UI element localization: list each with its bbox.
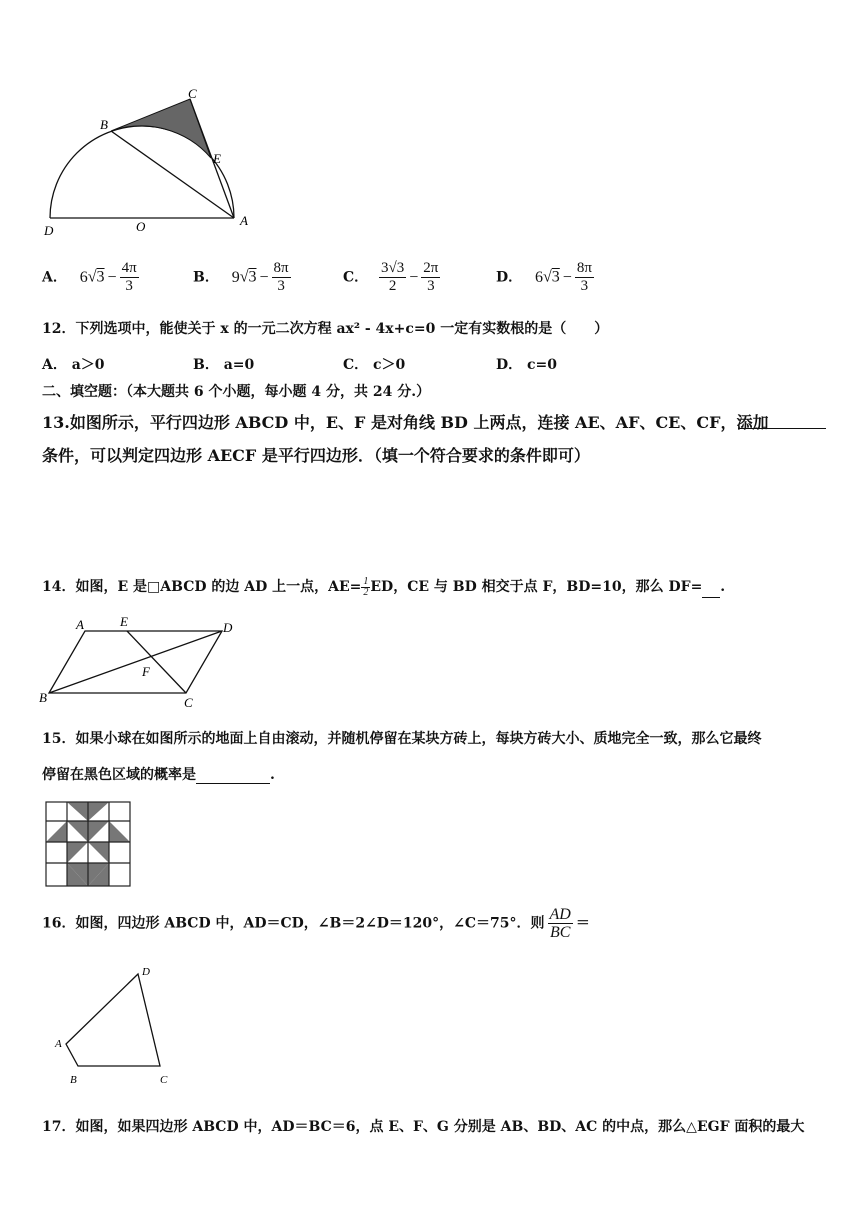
tile-triangle xyxy=(109,821,130,842)
q11-option-d: D． 6√3 − $\frac{8\pi}{3}$ xyxy=(496,260,592,294)
q13-answer-blank xyxy=(738,410,826,429)
section-title: 二、填空题：（本大题共 6 个小题，每小题 4 分，共 24 分.） xyxy=(42,384,431,400)
label-d: D xyxy=(142,966,150,978)
chord-ba xyxy=(111,131,234,218)
shaded-region xyxy=(111,99,211,158)
semicircle-arc xyxy=(50,126,234,218)
tile-triangle xyxy=(46,821,67,842)
q12-option-d: D． c=0 xyxy=(496,357,558,373)
q12-option-b: B． a=0 xyxy=(193,357,255,373)
label-b: B xyxy=(70,1074,77,1086)
label-e: E xyxy=(213,151,221,166)
tile-triangle xyxy=(88,821,109,842)
label-c: C xyxy=(160,1074,168,1086)
q17-stem: 17．如图，如果四边形 ABCD 中，AD＝BC＝6，点 E、F、G 分别是 AB、BD、AC 的中点，那么△EGF 面积的最大 xyxy=(42,1119,805,1135)
tile-triangle xyxy=(88,802,109,821)
q14-stem: 14．如图，E 是□ABCD 的边 AD 上一点，AE= $\frac{1}{2}$ ED，CE 与 BD 相交于点 F，BD=10，那么 DF= . xyxy=(42,575,726,598)
q13-line1: 13.如图所示，平行四边形 ABCD 中，E、F 是对角线 BD 上两点，连接 AE、AF、CE、CF，添加 xyxy=(42,413,769,432)
tile-triangle xyxy=(88,842,109,863)
q14-parallelogram-figure xyxy=(36,612,246,712)
q12-stem: 12．下列选项中，能使关于 x 的一元二次方程 ax² - 4x+c=0 一定有实数根的是（ ） xyxy=(42,321,609,337)
tile-triangle xyxy=(67,802,88,821)
label-o: O xyxy=(136,219,146,234)
q11-semicircle-figure xyxy=(38,85,258,240)
grid-lines xyxy=(46,802,130,886)
q11-option-c: C． $\frac{3√3}{2}$ − $\frac{2\pi}{3}$ xyxy=(343,260,439,294)
q11-option-b: B． 9√3 − $\frac{8\pi}{3}$ xyxy=(193,260,289,294)
label-b: B xyxy=(100,117,108,132)
segment-ca xyxy=(190,99,234,218)
label-f: F xyxy=(142,664,150,679)
q16-stem: 16．如图，四边形 ABCD 中，AD＝CD，∠B＝2∠D＝120°，∠C＝75°．则 $\frac{AD}{BC}$ ＝ xyxy=(42,906,590,941)
label-c: C xyxy=(184,695,193,710)
label-b: B xyxy=(39,690,47,705)
q13-line2: 条件，可以判定四边形 AECF 是平行四边形．（填一个符合要求的条件即可） xyxy=(42,446,590,465)
q11-option-a: A． 6√3 − $\frac{4\pi}{3}$ xyxy=(42,260,137,294)
tile-triangle xyxy=(67,842,88,863)
q12-option-c: C． c＞0 xyxy=(343,357,406,373)
label-d: D xyxy=(223,620,233,635)
label-a: A xyxy=(240,213,248,228)
q16-quadrilateral-figure xyxy=(50,960,190,1090)
label-c: C xyxy=(188,86,197,101)
q15-tile-grid-figure xyxy=(44,800,134,890)
q12-option-a: A． a＞0 xyxy=(42,357,105,373)
label-a: A xyxy=(76,617,84,632)
label-e: E xyxy=(120,614,128,629)
label-a: A xyxy=(55,1038,62,1050)
q15-line1: 15．如果小球在如图所示的地面上自由滚动，并随机停留在某块方砖上，每块方砖大小、质地完全一致，那么它最终 xyxy=(42,731,762,747)
tile-triangle xyxy=(67,821,88,842)
quadrilateral-abcd xyxy=(66,974,160,1066)
label-d: D xyxy=(44,223,54,238)
q15-line2: 停留在黑色区域的概率是 . xyxy=(42,767,275,783)
